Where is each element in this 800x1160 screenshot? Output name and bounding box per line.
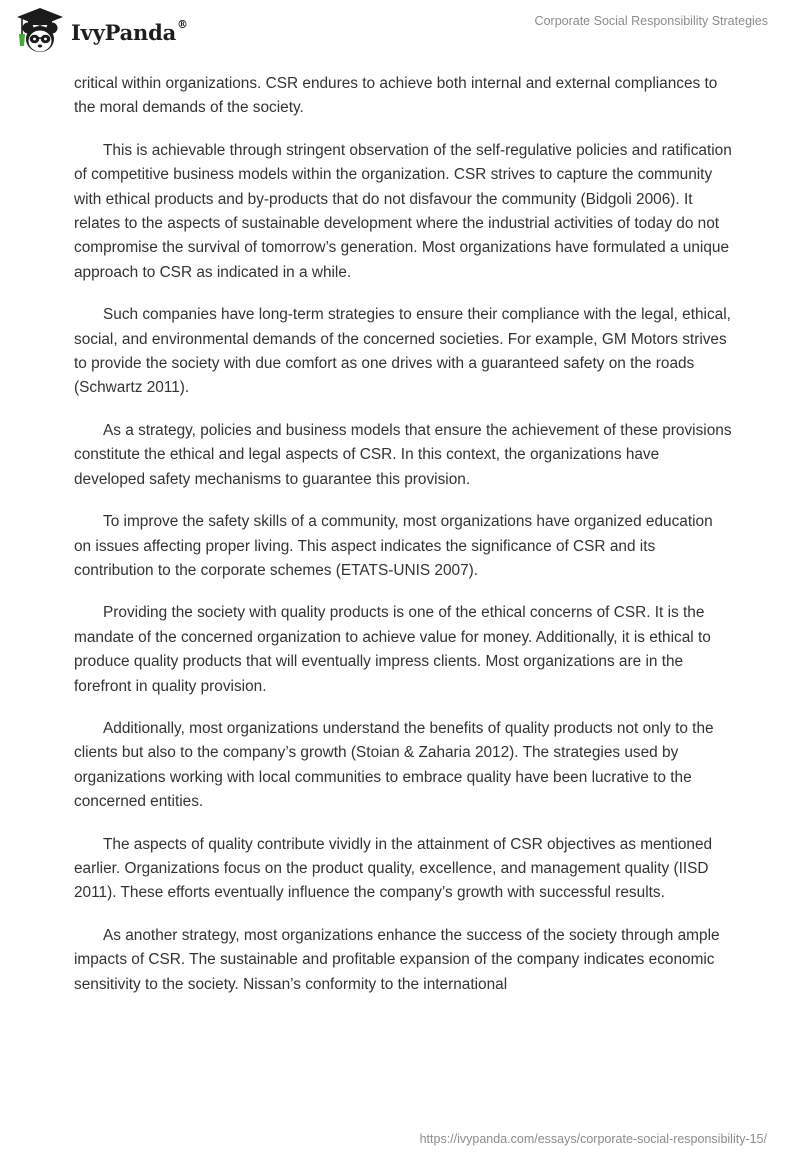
paragraph-2: This is achievable through stringent observation of the self-regulative policies and ratification of competitive business models within the organization. CSR strives to capture the community with ethical products and by-products that do not disfavour the community (Bidgoli 2006). It relates to the aspects of sustainable development where the industrial activities of today do not compromise the survival of tomorrow’s generation. Most organizations have formulated a unique approach to CSR as indicated in a while. (74, 141, 732, 281)
paragraph-6: Providing the society with quality products is one of the ethical concerns of CSR. It is the mandate of the concerned organization to achieve value for money. Additionally, it is ethical to produce quality products that will eventually impress clients. Most organizations are in the forefront in quality provision. (74, 604, 711, 695)
paragraph-9: As another strategy, most organizations enhance the success of the society through ample impacts of CSR. The sustainable and profitable expansion of the company indicates economic sensitivity to the society. Nissan’s conformity to the international (74, 926, 720, 993)
essay-body (74, 72, 734, 1015)
brand-name: IvyPanda® (71, 17, 188, 45)
brand-logo[interactable] (13, 6, 188, 56)
panda-graduate-icon (13, 6, 67, 56)
paragraph-5: To improve the safety skills of a community, most organizations have organized education on issues affecting proper living. This aspect indicates the significance of CSR and its contribution to the corporate schemes (ETATS-UNIS 2007). (74, 513, 713, 579)
paragraph-8: The aspects of quality contribute vividly in the attainment of CSR objectives as mentioned earlier. Organizations focus on the product quality, excellence, and management quality (IISD 2011). These efforts eventually influence the company’s growth with successful results. (74, 835, 713, 902)
paragraph-3: Such companies have long-term strategies to ensure their compliance with the legal, ethical, social, and environmental demands of the concerned societies. For example, GM Motors strives to provide the society with due comfort as one drives with a guaranteed safety on the roads (Schwartz 2011). (74, 306, 731, 397)
paragraph-1: critical within organizations. CSR endures to achieve both internal and external compliances to the moral demands of the society. (74, 75, 718, 117)
footer-source-link[interactable]: https://ivypanda.com/essays/corporate-social-responsibility-15/ (419, 1132, 767, 1146)
registered-mark: ® (177, 17, 188, 31)
page-header (0, 0, 800, 64)
document-title: Corporate Social Responsibility Strategies (534, 14, 768, 28)
paragraph-4: As a strategy, policies and business models that ensure the achievement of these provisions constitute the ethical and legal aspects of CSR. In this context, the organizations have developed safety mechanisms to guarantee this provision. (74, 421, 732, 488)
paragraph-7: Additionally, most organizations understand the benefits of quality products not only to the clients but also to the company’s growth (Stoian & Zaharia 2012). The strategies used by organizations working with local communities to embrace quality have been lucrative to the concerned entities. (74, 719, 714, 811)
